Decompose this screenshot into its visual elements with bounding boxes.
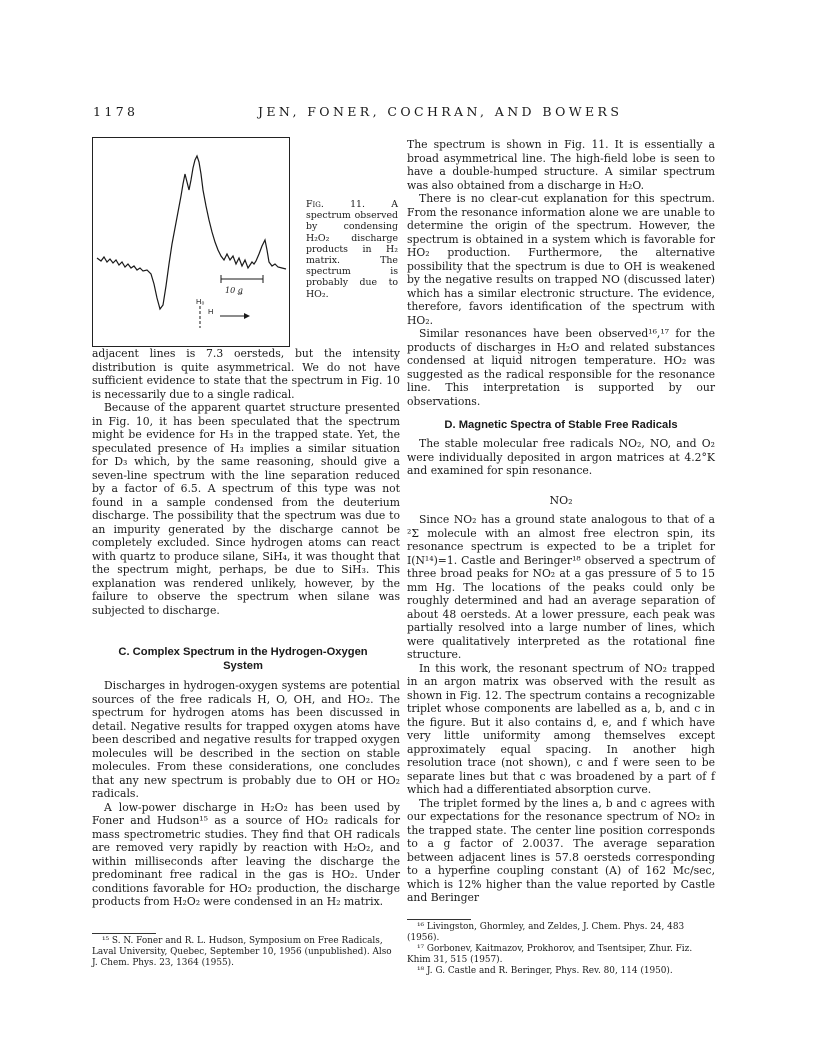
subsection-no2-title: NO₂ xyxy=(549,494,573,507)
footnote-17: ¹⁷ Gorbonev, Kaitmazov, Prokhorov, and Tsentsiper, Zhur. Fiz. Khim 31, 515 (1957). xyxy=(407,944,693,965)
right-column-mid xyxy=(407,437,715,478)
left-para-4: A low-power discharge in H₂O₂ has been used by Foner and Hudson¹⁵ as a source of HO₂ radicals for mass spectrometric studies. They find that OH radicals are removed very rapidly by reaction with H₂O₂, and within milliseconds after leaving the discharge the predominant free radical in the gas is HO₂. Under conditions favorable for HO₂ production, the discharge products from H₂O₂ were condensed in an H₂ matrix. xyxy=(92,800,400,908)
section-c-title: C. Complex Spectrum in the Hydrogen-Oxygen System xyxy=(118,646,368,672)
right-para-2: There is no clear-cut explanation for this spectrum. From the resonance information alone we are unable to determine the origin of the spectrum. However, the spectrum is obtained in a system which is favorable for HO₂ production. Furthermore, the alternative possibility that the spectrum is due to OH is weakened by the negative results on trapped NO (discussed later) which has a similar electronic structure. The evidence, therefore, favors identification of the spectrum with HO₂. xyxy=(407,192,715,327)
footnote-16: ¹⁶ Livingston, Ghormley, and Zeldes, J. Chem. Phys. 24, 483 (1956). xyxy=(407,922,685,943)
field-marker-graphic xyxy=(196,306,256,332)
figure-caption-label: Fig. 11. xyxy=(306,199,365,210)
right-column xyxy=(407,138,715,408)
left-para-1: adjacent lines is 7.3 oersteds, but the intensity distribution is quite asymmetrical. We do not have sufficient evidence to state that the spectrum in Fig. 10 is necessarily due to a single radical. xyxy=(92,347,400,401)
left-column xyxy=(92,347,400,617)
spectrum-trace xyxy=(97,156,286,309)
right-column-lower xyxy=(407,513,715,905)
left-para-3: Discharges in hydrogen-oxygen systems are potential sources of the free radicals H, O, OH, and HO₂. The spectrum for hydrogen atoms has been discussed in detail. Negative results for trapped oxygen atoms have been described and negative results for trapped oxygen molecules will be described in the section on stable molecules. From these considerations, one concludes that any new spectrum is probably due to OH or HO₂ radicals. xyxy=(92,679,400,800)
right-para-6: In this work, the resonant spectrum of NO₂ trapped in an argon matrix was observed with the result as shown in Fig. 12. The spectrum contains a recognizable triplet whose components are labelled as a, b, and c in the figure. But it also contains d, e, and f which have very little uniformity among themselves except approximately equal spacing. In another high resolution trace (not shown), c and f were seen to be separate lines but that c was broadened by a part of f which had a differentiated absorption curve. xyxy=(407,661,715,796)
left-para-2: Because of the apparent quartet structure presented in Fig. 10, it has been speculated that the spectrum might be evidence for H₃ in the trapped state. Yet, the speculated presence of H₃ implies a similar situation for D₃ which, by the same reasoning, should give a seven-line spectrum with the line separation reduced by a factor of 6.5. A spectrum of this type was not found in a sample condensed from the deuterium discharge. The possibility that the spectrum was due to an impurity generated by the discharge cannot be completely excluded. Since hydrogen atoms can react with quartz to produce silane, SiH₄, it was thought that the spectrum might, perhaps, be due to SiH₃. This explanation was rendered unlikely, however, by the failure to observe the spectrum when silane was subjected to discharge. xyxy=(92,401,400,617)
right-footnote-rule xyxy=(407,919,471,920)
footnote-15: ¹⁵ S. N. Foner and R. L. Hudson, Symposium on Free Radicals, Laval University, Quebec, September 10, 1956 (unpublished). Also J. Chem. Phys. 23, 1364 (1955). xyxy=(92,936,392,968)
right-para-7: The triplet formed by the lines a, b and c agrees with our expectations for the resonance spectrum of NO₂ in the trapped state. The center line position corresponds to a g factor of 2.0037. The average separation between adjacent lines is 57.8 oersteds corresponding to a hyperfine coupling constant (A) of 162 Mc/sec, which is 12% higher than the value reported by Castle and Beringer xyxy=(407,796,715,904)
page-number: 1178 xyxy=(93,104,139,119)
figure-caption-text: A spectrum observed by condensing H₂O₂ discharge products in H₂ matrix. The spectrum is probably due to HO₂. xyxy=(306,199,398,300)
running-title: JEN, FONER, COCHRAN, AND BOWERS xyxy=(258,104,623,119)
right-footnotes xyxy=(407,922,715,977)
right-para-3: Similar resonances have been observed¹⁶,¹⁷ for the products of discharges in H₂O and related substances condensed at liquid nitrogen temperature. HO₂ was suggested as the radical responsible for the resonance line. This interpretation is supported by our observations. xyxy=(407,327,715,408)
field-marker-label: H₀ xyxy=(196,297,205,306)
right-para-5: Since NO₂ has a ground state analogous to that of a ²Σ molecule with an almost free electron spin, its resonance spectrum is expected to be a triplet for I(N¹⁴)=1. Castle and Beringer¹⁸ observed a spectrum of three broad peaks for NO₂ at a gas pressure of 5 to 15 mm Hg. The locations of the peaks could only be roughly determined and had an average separation of about 48 oersteds. At a lower pressure, each peak was partially resolved into a large number of lines, which were qualitatively interpreted as the rotational fine structure. xyxy=(407,513,715,661)
right-para-4: The stable molecular free radicals NO₂, NO, and O₂ were individually deposited in argon matrices at 4.2°K and examined for spin resonance. xyxy=(407,437,715,477)
left-column-lower xyxy=(92,679,400,909)
figure-caption xyxy=(306,199,398,300)
footnote-18: ¹⁸ J. G. Castle and R. Beringer, Phys. Rev. 80, 114 (1950). xyxy=(417,966,673,976)
left-footnotes xyxy=(92,936,400,969)
figure-spectrum-box xyxy=(92,137,290,347)
field-arrow-label: H xyxy=(208,307,214,316)
section-d-title: D. Magnetic Spectra of Stable Free Radicals xyxy=(444,419,678,431)
left-footnote-rule xyxy=(92,933,156,934)
spectrum-trace-figure xyxy=(93,138,289,346)
right-para-1: The spectrum is shown in Fig. 11. It is essentially a broad asymmetrical line. The high-field lobe is seen to have a double-humped structure. A similar spectrum was also obtained from a discharge in H₂O. xyxy=(407,138,715,192)
scale-label: 10 ǥ xyxy=(225,286,243,295)
